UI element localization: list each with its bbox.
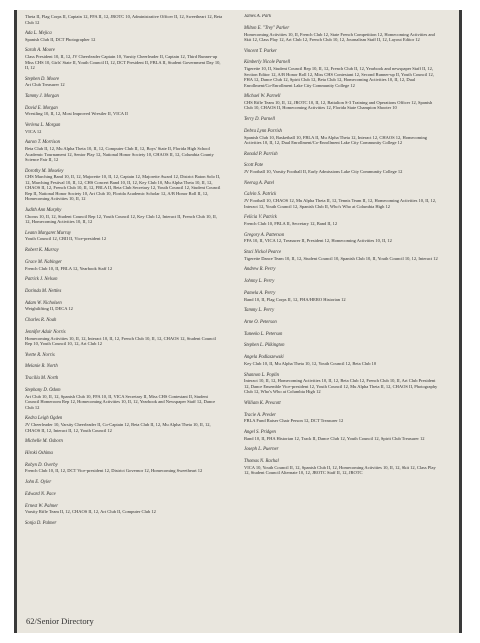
student-name: Ada L. Mejica bbox=[25, 31, 52, 36]
student-entry bbox=[244, 117, 442, 123]
student-entry bbox=[244, 192, 442, 209]
student-entry bbox=[244, 291, 442, 302]
student-name: Robyn D. Overby bbox=[25, 462, 58, 468]
student-entry bbox=[25, 140, 223, 162]
student-name: Vincent T. Parker bbox=[244, 48, 277, 54]
student-activities: Key Club 10, II, Mu Alpha Theta 10, 12, Youth Council 12, Beta Club 10 bbox=[244, 361, 377, 367]
student-entry bbox=[25, 301, 223, 312]
page-footer: 62/Senior Directory bbox=[26, 616, 94, 626]
student-entry bbox=[25, 260, 223, 271]
student-entry bbox=[25, 504, 223, 515]
student-activities: Youth Council 12, CBII II, Vice-president 12 bbox=[25, 236, 107, 242]
student-entry bbox=[25, 364, 223, 370]
student-entry bbox=[244, 401, 442, 407]
student-entry bbox=[244, 320, 442, 326]
student-activities: CHS Marching Band 10, II, 12, Majorette 10, II, 12, Captain 12, Majorette Award 12, District Baton Solo II, 12, Marching Festival 10, II, 12, CHS Concert Band 10, II, 12, Key Club 10, Mu Alpha Theta 10, II, 12, CHAOS II, 12, French Club 10, II, 12, FBLA II, Beta Club Secretary 12, Youth Council 12, Student Council Rep II, National Honor Society 10, Art Club 10, Florida Academic Scholar 12, A/B Honor Roll II, 12, Homecoming Activities 10, II, 12 bbox=[25, 174, 221, 202]
student-name: Tracie A. Presler bbox=[244, 412, 276, 418]
student-entry bbox=[25, 376, 223, 382]
student-name: Milton E. "Trey" Parker bbox=[244, 25, 290, 31]
student-name: Hiroki Oshima bbox=[25, 450, 53, 456]
student-name: Judith Ann Murphy bbox=[25, 207, 62, 213]
student-entry bbox=[25, 94, 223, 100]
student-entry bbox=[25, 169, 223, 202]
student-entry bbox=[244, 267, 442, 273]
student-entry bbox=[244, 459, 442, 476]
student-name: Tammy L. Perry bbox=[244, 308, 275, 314]
student-name: Patrick J. Nelson bbox=[25, 277, 58, 283]
student-activities: JV Football 10, Varsity Football II, Early Admissions Lake City Community College 12 bbox=[244, 169, 403, 175]
student-name: Ronald P. Parrish bbox=[244, 151, 278, 157]
student-name: Stephany D. Odom bbox=[25, 387, 61, 393]
student-name: Stephen L. Pilkington bbox=[244, 343, 285, 349]
student-entry bbox=[244, 332, 442, 338]
student-entry bbox=[25, 31, 223, 42]
student-entry bbox=[244, 129, 442, 146]
student-name: James A. Park bbox=[244, 14, 272, 19]
student-entry bbox=[25, 318, 223, 324]
student-entry bbox=[244, 355, 442, 366]
student-name: Terry D. Parnell bbox=[244, 116, 275, 122]
student-entry bbox=[244, 373, 442, 395]
student-name: Angela Podlaszewski bbox=[244, 355, 284, 361]
student-name: Grace M. Nabinger bbox=[25, 259, 62, 265]
student-activities: Chorus 10, II, 12, Student Council Rep 12, Youth Council 12, Key Club 12, Interact II, French Club 10, II, 12, Homecoming Activities 10, II, 12 bbox=[25, 213, 217, 225]
student-name: Dorothy M. Moseley bbox=[25, 168, 64, 174]
student-name: Edward N. Pace bbox=[25, 491, 56, 497]
student-entry bbox=[244, 14, 442, 20]
student-name: Melanie R. North bbox=[25, 364, 58, 370]
student-activities: VICA 12 bbox=[25, 128, 42, 134]
student-activities: Varsity Rifle Team II, 12, CHAOS II, 12, Art Club II, Computer Club 12 bbox=[25, 509, 156, 515]
student-entry bbox=[25, 248, 223, 254]
student-entry bbox=[25, 77, 223, 88]
student-activities: Art Club Treasurer 12 bbox=[25, 82, 65, 88]
student-entry bbox=[25, 463, 223, 474]
student-name: Robert K. Murray bbox=[25, 247, 59, 253]
student-activities: Tigerette 10, II, Student Council Rep 10, II, 12, French Club II, 12, Yearbook and newspaper Staff II, 12, Section Editor 12, A/B Honor Roll 12, Miss CHS Contestant 12, Second Runner-up II, Youth Council 12, FHA 12, Dance Club 12, Spirit Club 12, Beta Club 12, Homecoming Activities 10, II, 12, Dual Enrollment/Co-Enrollment Lake City Community College 12 bbox=[244, 66, 434, 88]
directory-page bbox=[14, 10, 462, 633]
student-name: Aaron T. Morrison bbox=[25, 140, 61, 146]
student-name: Verlena L. Morgan bbox=[25, 122, 61, 128]
student-entry bbox=[244, 94, 442, 111]
student-name: Tuneeko L. Peterson bbox=[244, 331, 283, 337]
student-name: Yvette R. Norris bbox=[25, 352, 55, 358]
student-name: Tracilla M. North bbox=[25, 376, 59, 382]
student-entry bbox=[244, 152, 442, 158]
student-activities: Theta II, Flag Corps II, Captain 12, FFA II, 12, JROTC 10, Administrative Officer II, 12, Sweetheart 12, Beta Club 12 bbox=[25, 14, 223, 25]
student-activities: Beta Club II, 12, Mu Alpha Theta 10, II, 12, Computer Club II, 12, Boys' State II, Florida High School Academic Tournament 12, Senior Play 12, National Honor Society 10, CHAOS II, 12, Columbia County Science Fair II, 12 bbox=[25, 146, 214, 163]
student-activities: JV Football 10, CHAOS 12, Mu Alpha Theta II, 12, Tennis Team II, 12, Homecoming Activities 10, II, 12, Interact 12, Youth Council 12, Spanish Club II, Who's Who at Columbia High 12 bbox=[244, 198, 437, 209]
student-name: Kimberly Nicole Parnell bbox=[244, 60, 291, 66]
student-entry bbox=[244, 26, 442, 43]
student-activities: VICA 10, Youth Council II, 12, Spanish Club II, 12, Homecoming Activities 10, II, 12, Skit 12, Class Play 12, Student Council Alternate 10, 12, JROTC Staff II, 12, JROTC bbox=[244, 464, 436, 476]
student-activities: Art Club 10, II, 12, Spanish Club 10, FFA 10, II, VICA Secretary II, Miss CHS Contestant II, Student Council Homeroom Rep 12, Homecoming Activities 10, II, 12, Yearbook and Newspaper Staff 12, Dance Club 12 bbox=[25, 393, 216, 410]
student-activities: Homecoming Activities 10, II, French Club 12, State French Competition 12, Homecoming Activities and Skit 12, Class Play 12, Art Club 12, French Club 10, 12, Journalism Staff II, 12, Layout Editor 12 bbox=[244, 31, 435, 43]
student-activities: Tigerette Dance Team 10, II, 12, Student Council 10, Spanish Club 10, II, Youth Council 10, 12, Interact 12 bbox=[244, 255, 438, 261]
student-entry bbox=[25, 106, 223, 117]
student-name: Kedra Leigh Ogden bbox=[25, 416, 63, 422]
student-entry bbox=[25, 231, 223, 242]
student-name: Johnny L. Perry bbox=[244, 278, 275, 284]
student-activities: Band 10, II, FHA Historian 12, Track II, Dance Club 12, Youth Council 12, Spirit Club Treasurer 12 bbox=[244, 435, 425, 441]
student-entry bbox=[25, 123, 223, 134]
student-entry bbox=[25, 480, 223, 486]
student-activities: CHS Rifle Team 10, II, 12, JROTC 10, II, 12, Battalion S-3 Training and Operations Officer 12, Spanish Club 10, CHAOS II, Homecoming Activities 12, Florida State Champion Shooter 10 bbox=[244, 99, 433, 111]
student-name: Staci Nickol Pearce bbox=[244, 249, 282, 255]
student-entry bbox=[244, 215, 442, 226]
student-name: Shannon L. Poplin bbox=[244, 372, 280, 378]
student-name: John E. Oyler bbox=[25, 479, 52, 485]
student-activities: FFA 10, II, VICA 12, Treasurer II, President 12, Homecoming Activities 10, II, 12 bbox=[244, 238, 392, 244]
student-name: Stephen D. Moore bbox=[25, 76, 60, 82]
student-activities: Band 10, II, Flag Corps II, 12, FHA/HERO Historian 12 bbox=[244, 296, 346, 302]
student-name: Felicia V. Patrick bbox=[244, 215, 277, 221]
student-entry bbox=[25, 416, 223, 433]
student-activities: Spanish Club 10, Basketball 10, FBLA II, Mu Alpha Theta 12, Interact 12, CHAOS 12, Homecoming Activities 10, II, 12, Dual Enrollment/Co-Enrollment Lake City Community College 12 bbox=[244, 134, 428, 146]
student-name: Joseph L. Puerner bbox=[244, 447, 279, 453]
student-name: Charles R. Noah bbox=[25, 317, 57, 323]
student-activities: Class President 10, II, 12, JV Cheerleader Captain 10, Varsity Cheerleader II, Captain 12, Third Runner-up Miss CHS 10, Girls' State II, Youth Council II, 12, DCT President II, FBLA II, Student Government Day 10, II, 12 bbox=[25, 54, 221, 71]
student-entry bbox=[244, 413, 442, 424]
student-entry bbox=[244, 233, 442, 244]
student-activities: Interact 10, II, 12, Homecoming Activities 10, II, 12, Beta Club 12, French Club 10, II, Art Club President 12, Dance Ensemble Vice-president 12, Youth Council 12, Mu Alpha Theta II, 12, CHAOS II, Photography Club 12, Who's Who at Columbia High 12 bbox=[244, 378, 438, 395]
student-name: Sarah A. Moore bbox=[25, 48, 55, 54]
student-name: Ernest W. Palmer bbox=[25, 503, 59, 509]
student-name: Pamela A. Perry bbox=[244, 290, 276, 296]
student-entry bbox=[244, 343, 442, 349]
student-activities: French Club 10, II, FBLA 12, Yearbook Staff 12 bbox=[25, 265, 113, 271]
student-name: Gregory A. Patterson bbox=[244, 232, 285, 238]
student-name: Calvin S. Patrick bbox=[244, 192, 277, 198]
left-column bbox=[25, 14, 223, 608]
student-name: Andrew R. Perry bbox=[244, 267, 276, 273]
student-entry bbox=[244, 447, 442, 453]
student-name: Leann Margaret Murray bbox=[25, 230, 72, 236]
student-activities: Wrestling 10, II, 12, Most Improved Wrestler II, VICA II bbox=[25, 111, 128, 117]
student-entry bbox=[25, 521, 223, 527]
student-name: David E. Morgan bbox=[25, 105, 58, 111]
student-entry bbox=[25, 388, 223, 410]
student-entry bbox=[25, 439, 223, 445]
student-entry bbox=[25, 48, 223, 70]
student-entry bbox=[25, 451, 223, 457]
student-activities: French Club 10, II, 12, DCT Vice-president 12, District Governor 12, Homecoming Sweetheart 12 bbox=[25, 468, 203, 474]
student-entry bbox=[244, 181, 442, 187]
student-name: Debra Lynn Parrish bbox=[244, 128, 282, 134]
student-name: Neerag A. Patel bbox=[244, 180, 274, 186]
student-entry bbox=[25, 14, 223, 25]
student-name: Sonja D. Palmer bbox=[25, 520, 57, 526]
student-name: Darinda M. Nettles bbox=[25, 288, 62, 294]
student-entry bbox=[244, 163, 442, 174]
student-name: Thomas N. Rachal bbox=[244, 459, 279, 465]
student-activities: Spanish Club II, DCT Photographer 12 bbox=[25, 36, 96, 42]
student-name: Michelle M. Osborn bbox=[25, 439, 63, 445]
student-activities: Homecoming Activities 10, II, 12, Interact 10, II, 12, French Club 10, II, 12, CHAOS 12, Student Council Rep 10, Youth Council 10, 12, Art Club 12 bbox=[25, 335, 216, 347]
student-activities: Weightlifting II, DECA 12 bbox=[25, 306, 73, 312]
student-name: Tammy J. Morgan bbox=[25, 93, 59, 99]
student-entry bbox=[244, 279, 442, 285]
student-entry bbox=[25, 353, 223, 359]
student-name: Arne O. Peterson bbox=[244, 319, 277, 325]
student-name: Scott Pate bbox=[244, 163, 264, 169]
student-entry bbox=[25, 330, 223, 347]
student-entry bbox=[25, 277, 223, 283]
student-entry bbox=[25, 289, 223, 295]
student-entry bbox=[25, 492, 223, 498]
student-entry bbox=[244, 49, 442, 55]
student-name: Angel S. Pridgen bbox=[244, 429, 276, 435]
student-entry bbox=[244, 60, 442, 88]
student-entry bbox=[244, 430, 442, 441]
student-name: Michael W. Parnell bbox=[244, 94, 281, 100]
student-name: William K. Prescott bbox=[244, 400, 281, 406]
student-activities: FBLA Fund Raiser Chair Person 12, DCT Treasurer 12 bbox=[244, 418, 344, 424]
student-entry bbox=[25, 208, 223, 225]
right-column bbox=[244, 14, 442, 608]
student-name: Adam W. Nicholsen bbox=[25, 300, 62, 306]
student-activities: JV Cheerleader 10, Varsity Cheerleader II, Co-Captain 12, Beta Club II, 12, Mu Alpha Theta 10, II, 12, CHAOS II, 12, Interact II, 12, Youth Council 12 bbox=[25, 422, 211, 433]
student-entry bbox=[244, 308, 442, 314]
student-name: Jennifer Adair Norris bbox=[25, 329, 66, 335]
student-activities: French Club 10, FBLA II, Secretary 12, Band II, 12 bbox=[244, 221, 338, 227]
student-entry bbox=[244, 250, 442, 261]
